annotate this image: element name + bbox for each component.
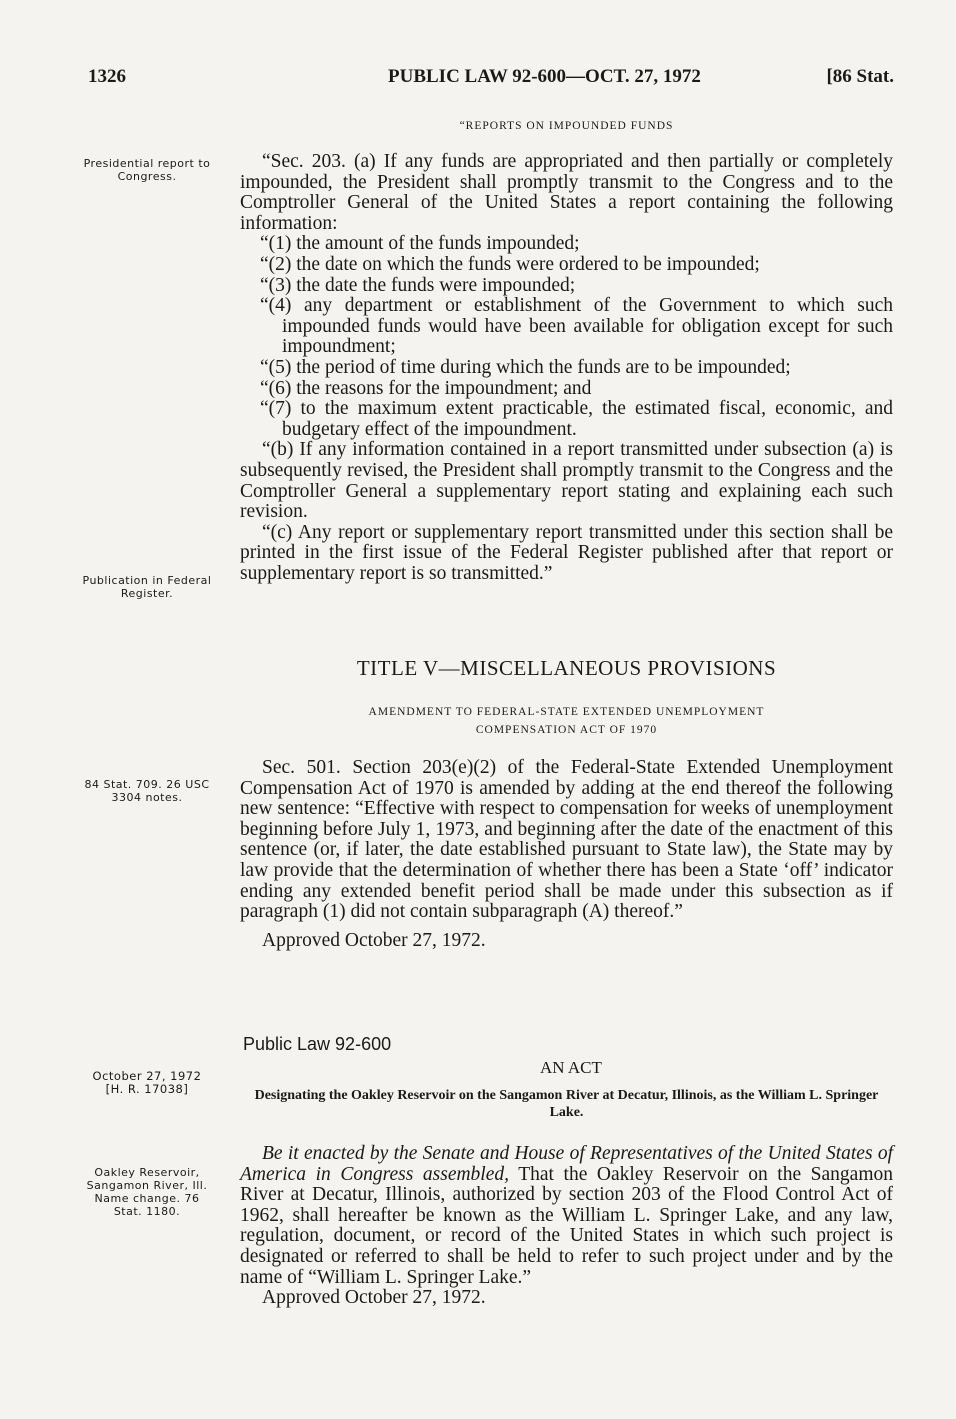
margin-note-stat-709: 84 Stat. 709. 26 USC 3304 notes. [84,778,210,804]
approved-line-2: Approved October 27, 1972. [262,1287,486,1309]
section-203-intro: “Sec. 203. (a) If any funds are appropriated and then partially or completely impounded, the President shall promptly transmit to the Congress and to the Comptroller General of the United States a report containing the following information: [240,151,893,234]
page-number: 1326 [88,66,126,87]
list-item: “(2) the date on which the funds were ordered to be impounded; [260,253,760,275]
stat-reference: [86 Stat. [826,66,894,87]
list-item: “(5) the period of time during which the funds are to be impounded; [260,356,791,378]
title-v-heading: TITLE V—MISCELLANEOUS PROVISIONS [356,656,777,680]
list-item: “(7) to the maximum extent practicable, the estimated fiscal, economic, and budgetary effect of the impoundment. [260,398,893,440]
margin-note-date [82,1070,212,1096]
margin-bill-number: [H. R. 17038] [105,1082,189,1096]
public-law-label: Public Law 92-600 [243,1034,392,1054]
margin-note-oakley: Oakley Reservoir, Sangamon River, Ill. Name change. 76 Stat. 1180. [86,1166,208,1218]
section-501-text: Sec. 501. Section 203(e)(2) of the Federal-State Extended Unemployment Compensation Act of 1970 is amended by adding at the end thereof the following new sentence: “Effective with respect to compensation for weeks of unemployment beginning before July 1, 1973, and beginning after the date of the enactment of this sentence (or, if later, the date established pursuant to State law), the State may by law provide that the determination of whether there has been a State ‘off’ indicator ending any extended benefit period shall be made under this subsection as if paragraph (1) did not contain subparagraph (A) thereof.” [240,757,893,923]
paragraph-c: “(c) Any report or supplementary report transmitted under this section shall be printed in the first issue of the Federal Register published after that report or supplementary report is so transmitted.” [240,521,893,584]
paragraph-b: “(b) If any information contained in a report transmitted under subsection (a) is subsequently revised, the President shall promptly transmit to the Congress and the Comptroller General a supplementary report stating and explaining each such revision. [240,439,893,523]
margin-note-federal-register: Publication in Federal Register. [82,574,212,600]
enacting-italic: Be it enacted by the Senate and House of Representatives of the United States of America in Congress assembled, [240,1143,893,1185]
page-header [88,66,894,96]
section-501-body [240,758,893,951]
approved-line: Approved October 27, 1972. [262,929,486,951]
list-item: “(6) the reasons for the impoundment; and [260,377,592,399]
margin-date: October 27, 1972 [92,1069,202,1083]
section-203-body [240,152,893,584]
enacting-clause [240,1144,893,1288]
margin-note-presidential-report: Presidential report to Congress. [83,157,211,183]
enacting-rest: That the Oakley Reservoir on the Sangamon River at Decatur, Illinois, authorized by section 203 of the Flood Control Act of 1962, shall hereafter be known as the William L. Springer Lake, and any law, regulation, document, or record of the United States in which such project is designated or referred to shall be held to refer to such project under and by the name of “William L. Springer Lake.” [240,1163,893,1288]
list-item: “(1) the amount of the funds impounded; [260,233,580,255]
pl-92-600-body [240,1144,893,1309]
amendment-subheading: AMENDMENT TO FEDERAL-STATE EXTENDED UNEMPLOYMENT [368,706,765,718]
an-act-heading: AN ACT [540,1058,602,1077]
amendment-subheading-2: COMPENSATION ACT OF 1970 [475,724,658,736]
act-summary: Designating the Oakley Reservoir on the Sangamon River at Decatur, Illinois, as the William L. Springer Lake. [254,1088,879,1120]
running-title: PUBLIC LAW 92-600—OCT. 27, 1972 [388,66,701,87]
list-item: “(3) the date the funds were impounded; [260,274,576,296]
section-heading: “REPORTS ON IMPOUNDED FUNDS [459,120,674,132]
list-item: “(4) any department or establishment of the Government to which such impounded funds would have been available for obligation except for such impoundment; [260,295,893,358]
